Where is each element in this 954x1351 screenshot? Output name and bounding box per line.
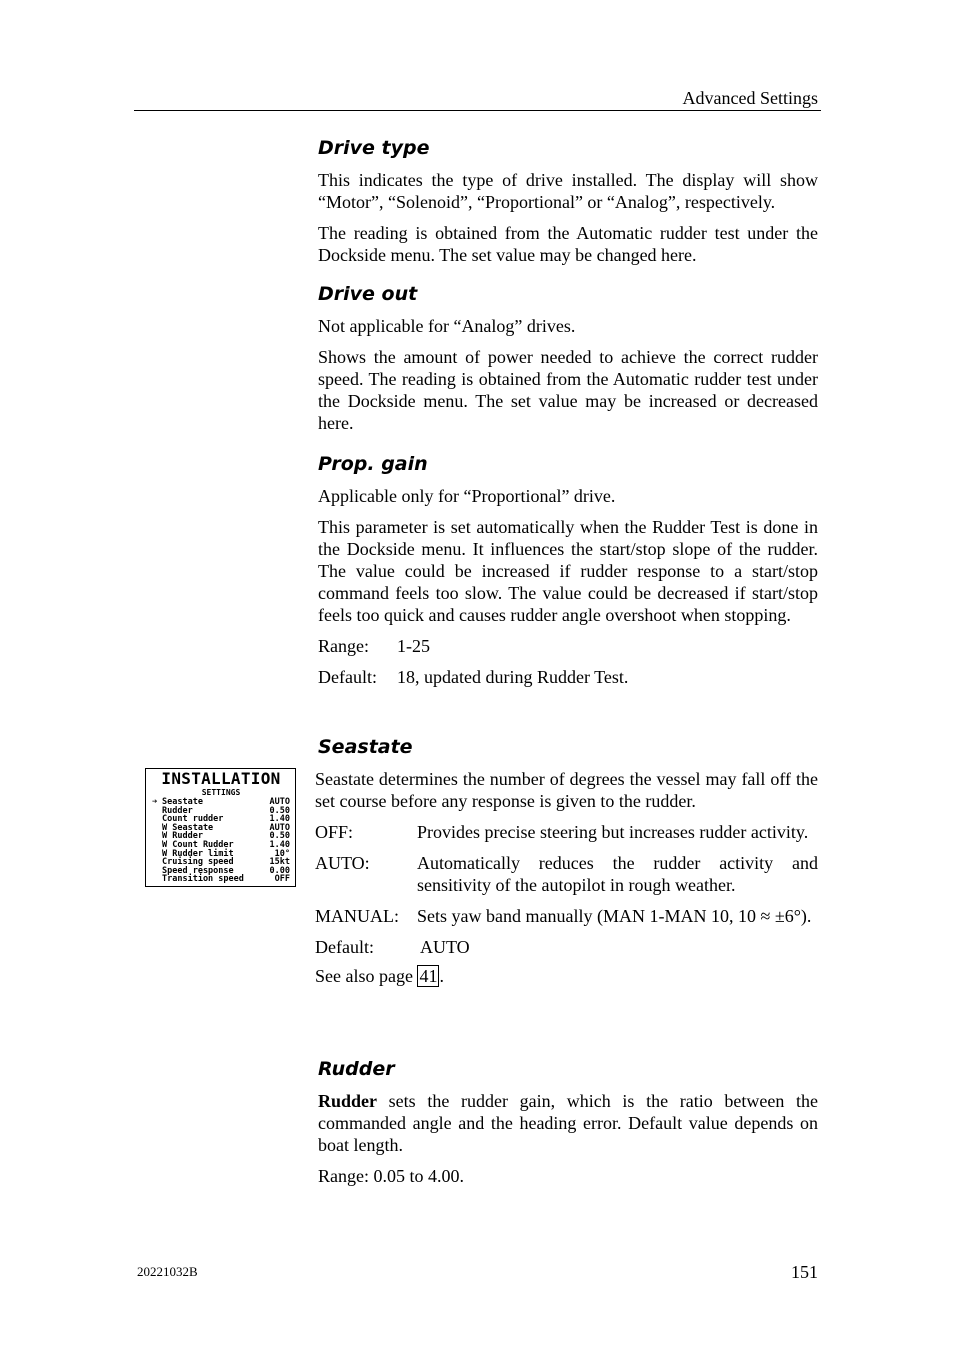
option-desc: Provides precise steering but increases rudder activity. xyxy=(417,822,809,842)
heading-seastate: Seastate xyxy=(318,736,413,758)
lcd-row-indent xyxy=(152,867,162,876)
range-label: Range: xyxy=(318,636,369,656)
drive-type-paragraph-1: This indicates the type of drive installed. The display will show “Motor”, “Solenoid”, “Proportional” or “Analog”, respectively. xyxy=(318,170,818,212)
lcd-row-indent xyxy=(152,850,162,859)
see-also-line xyxy=(315,965,818,987)
lcd-row-value: 0.00 xyxy=(269,865,290,876)
lcd-row-indent xyxy=(152,807,162,816)
seastate-option-off xyxy=(315,821,818,843)
range-value: 1-25 xyxy=(397,636,430,656)
heading-drive-out: Drive out xyxy=(318,283,418,305)
option-desc: Sets yaw band manually (MAN 1-MAN 10, 10 ≈ ±6°). xyxy=(417,906,812,926)
lcd-row-label: W Count Rudder xyxy=(162,839,234,850)
default-label: Default: xyxy=(318,667,377,687)
seastate-content xyxy=(315,768,818,996)
seastate-default xyxy=(315,936,818,958)
lcd-row-value: 15kt xyxy=(269,857,290,868)
lcd-row-value: AUTO xyxy=(269,822,290,833)
drive-out-paragraph-2: Shows the amount of power needed to achieve the correct rudder speed. The reading is obtained from the Automatic rudder test under the Dockside menu. The set value may be increased or decreased here. xyxy=(318,347,818,433)
rudder-bold-term: Rudder xyxy=(318,1091,378,1111)
page-number: 151 xyxy=(791,1262,818,1282)
lcd-row-indent xyxy=(152,875,162,884)
main-content-top xyxy=(318,136,818,697)
arrow-right-icon: ➔ xyxy=(152,797,158,807)
seastate-option-auto xyxy=(315,852,818,896)
lcd-row-label: W Seastate xyxy=(162,822,214,833)
lcd-row-label: Cruising speed xyxy=(162,857,234,868)
see-also-prefix: See also page xyxy=(315,966,413,986)
rudder-paragraph-2: Range: 0.05 to 4.00. xyxy=(318,1166,464,1186)
document-code: 20221032B xyxy=(137,1264,198,1279)
option-key: OFF: xyxy=(315,822,354,842)
running-header: Advanced Settings xyxy=(682,88,818,108)
lcd-row-label: Transition speed xyxy=(162,874,244,885)
seastate-option-manual xyxy=(315,905,818,927)
heading-prop-gain: Prop. gain xyxy=(318,453,428,475)
lcd-row-label: W Rudder xyxy=(162,831,203,842)
lcd-row-indent xyxy=(152,824,162,833)
lcd-menu-row xyxy=(152,875,290,884)
lcd-row-value: 1.40 xyxy=(269,814,290,825)
lcd-row-value: 0.50 xyxy=(269,831,290,842)
lcd-subtitle: SETTINGS xyxy=(201,788,241,797)
lcd-row-value: 0.50 xyxy=(269,805,290,816)
lcd-row-label: Count rudder xyxy=(162,814,224,825)
seastate-paragraph-1: Seastate determines the number of degrees the vessel may fall off the set course before any response is given to the rudder. xyxy=(315,769,818,811)
default-value: AUTO xyxy=(420,937,470,957)
lcd-rows xyxy=(152,798,290,884)
lcd-row-value: AUTO xyxy=(269,797,290,807)
installation-settings-display xyxy=(145,768,296,887)
see-also-suffix: . xyxy=(439,966,444,986)
lcd-row-value: OFF xyxy=(274,874,290,885)
rudder-paragraph-rest: sets the rudder gain, which is the ratio between the commanded angle and the heading error. Default value depends on boat length. xyxy=(318,1091,818,1155)
drive-type-paragraph-2: The reading is obtained from the Automatic rudder test under the Dockside menu. The set value may be changed here. xyxy=(318,223,818,265)
drive-out-paragraph-1: Not applicable for “Analog” drives. xyxy=(318,316,576,336)
page-reference-link[interactable]: 41 xyxy=(419,966,438,986)
lcd-row-label: Speed response xyxy=(162,865,234,876)
lcd-row-label: Rudder xyxy=(162,805,193,816)
prop-gain-paragraph-2: This parameter is set automatically when the Rudder Test is done in the Dockside menu. It influences the start/stop slope of the rudder. The value could be increased if rudder response to a start/stop command feels too slow. The value could be decreased if start/stop feels too quick and causes rudder angle overshoot when stopping. xyxy=(318,517,818,625)
lcd-row-label: W Rudder limit xyxy=(162,848,234,859)
rudder-content xyxy=(318,1057,818,1196)
heading-rudder: Rudder xyxy=(318,1058,395,1080)
lcd-row-value: 10° xyxy=(274,848,290,859)
header-rule xyxy=(134,110,821,111)
lcd-row-indent xyxy=(152,841,162,850)
heading-drive-type: Drive type xyxy=(318,137,430,159)
prop-gain-range xyxy=(318,635,818,657)
prop-gain-default xyxy=(318,666,818,688)
lcd-title: INSTALLATION xyxy=(161,769,281,788)
prop-gain-paragraph-1: Applicable only for “Proportional” drive. xyxy=(318,486,616,506)
lcd-row-label: Seastate xyxy=(162,797,203,807)
default-value: 18, updated during Rudder Test. xyxy=(397,667,629,687)
lcd-row-value: 1.40 xyxy=(269,839,290,850)
rudder-paragraph-1 xyxy=(318,1090,818,1156)
lcd-row-indent xyxy=(152,832,162,841)
lcd-row-indent xyxy=(152,858,162,867)
lcd-row-indent xyxy=(152,815,162,824)
seastate-heading-wrap xyxy=(318,735,818,768)
option-key: MANUAL: xyxy=(315,906,399,926)
default-label: Default: xyxy=(315,937,374,957)
option-desc: Automatically reduces the rudder activity and sensitivity of the autopilot in rough weather. xyxy=(417,853,818,895)
option-key: AUTO: xyxy=(315,853,370,873)
